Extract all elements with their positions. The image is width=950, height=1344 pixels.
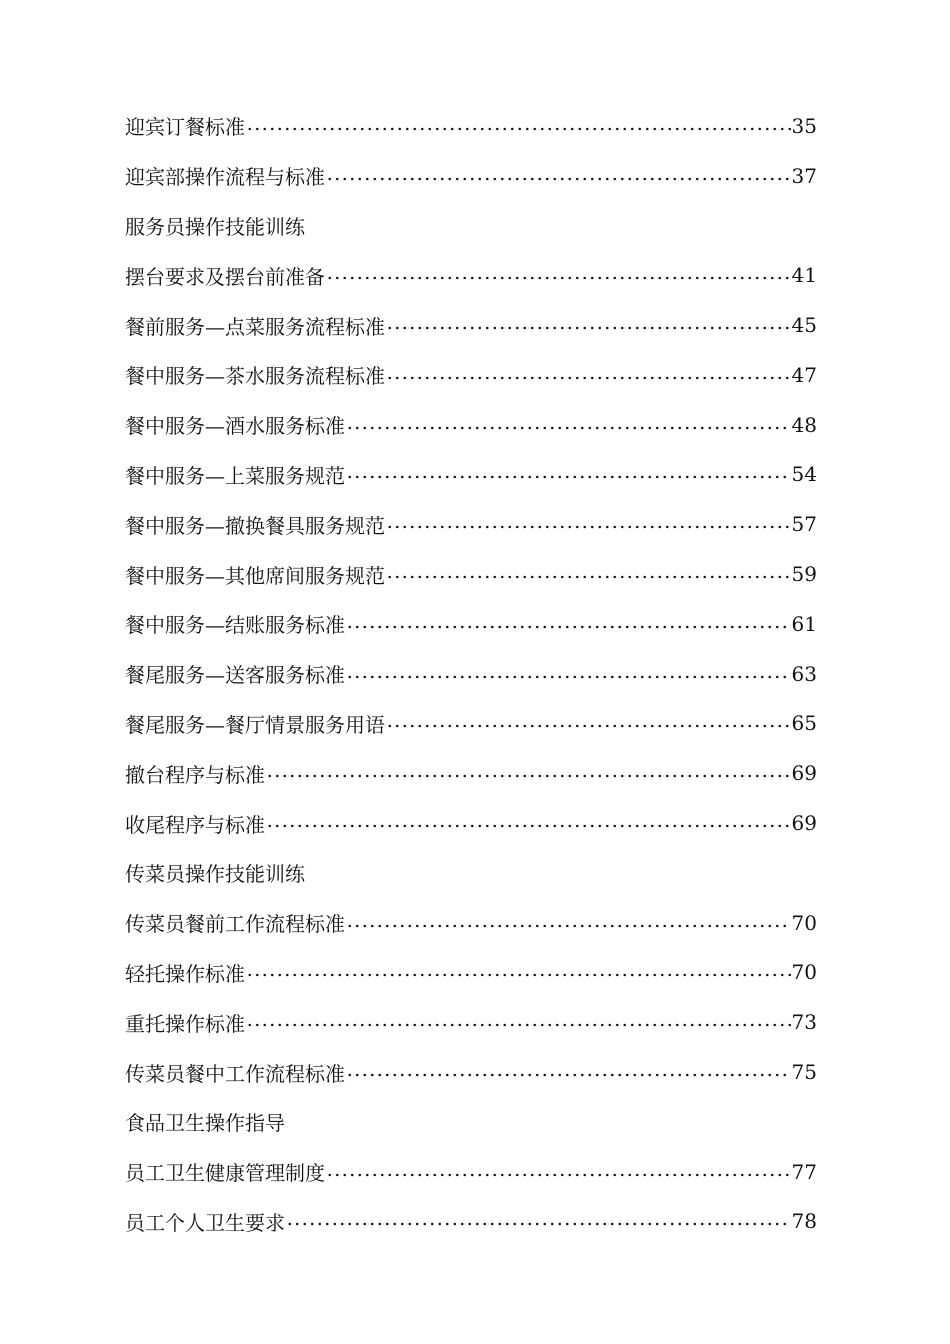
toc-entry-page-number: 57 [791, 512, 817, 537]
toc-entry-page-number: 35 [791, 113, 817, 138]
dot-leader [246, 1012, 791, 1032]
toc-entry-title: 餐中服务—上菜服务规范 [125, 463, 345, 488]
toc-entry-title: 收尾程序与标准 [125, 812, 265, 837]
toc-entry-title: 传菜员操作技能训练 [125, 862, 305, 887]
dot-leader [386, 564, 791, 584]
toc-entry-title: 食品卫生操作指导 [125, 1111, 285, 1136]
toc-entry[interactable] [125, 1047, 817, 1097]
toc-entry[interactable] [125, 151, 817, 201]
dot-leader [326, 166, 791, 186]
toc-entry-title: 撤台程序与标准 [125, 762, 265, 787]
dot-leader [386, 514, 791, 534]
toc-entry-page-number: 47 [791, 362, 817, 387]
dot-leader [266, 813, 791, 833]
toc-entry[interactable] [125, 948, 817, 998]
toc-entry-page-number: 78 [791, 1209, 817, 1234]
dot-leader [266, 763, 791, 783]
table-of-contents [125, 101, 817, 1246]
toc-entry-title: 餐中服务—结账服务标准 [125, 613, 345, 638]
toc-section-heading [125, 201, 817, 251]
toc-entry[interactable] [125, 1147, 817, 1197]
toc-entry-title: 餐中服务—茶水服务流程标准 [125, 364, 385, 389]
toc-entry-title: 餐前服务—点菜服务流程标准 [125, 314, 385, 339]
toc-entry-title: 餐尾服务—送客服务标准 [125, 663, 345, 688]
toc-entry-page-number: 69 [791, 761, 817, 786]
toc-entry-page-number: 69 [791, 811, 817, 836]
toc-entry[interactable] [125, 798, 817, 848]
toc-entry-page-number: 70 [791, 960, 817, 985]
dot-leader [346, 1062, 791, 1082]
toc-entry-page-number: 41 [791, 263, 817, 288]
dot-leader [326, 1162, 791, 1182]
toc-entry[interactable] [125, 250, 817, 300]
toc-entry-page-number: 37 [791, 163, 817, 188]
toc-entry-title: 餐尾服务—餐厅情景服务用语 [125, 712, 385, 737]
toc-entry[interactable] [125, 1197, 817, 1247]
dot-leader [346, 614, 791, 634]
toc-entry-title: 餐中服务—酒水服务标准 [125, 414, 345, 439]
toc-entry-page-number: 45 [791, 313, 817, 338]
toc-entry[interactable] [125, 748, 817, 798]
toc-entry[interactable] [125, 300, 817, 350]
toc-entry[interactable] [125, 898, 817, 948]
toc-entry[interactable] [125, 649, 817, 699]
toc-entry-page-number: 77 [791, 1159, 817, 1184]
dot-leader [386, 365, 791, 385]
dot-leader [386, 315, 791, 335]
toc-entry[interactable] [125, 699, 817, 749]
toc-entry-page-number: 73 [791, 1010, 817, 1035]
toc-entry-title: 摆台要求及摆台前准备 [125, 264, 325, 289]
toc-entry-title: 传菜员餐前工作流程标准 [125, 912, 345, 937]
toc-section-heading [125, 1097, 817, 1147]
toc-entry-page-number: 54 [791, 462, 817, 487]
toc-entry[interactable] [125, 549, 817, 599]
dot-leader [346, 664, 791, 684]
toc-entry[interactable] [125, 400, 817, 450]
toc-entry-page-number: 65 [791, 711, 817, 736]
dot-leader [286, 1211, 791, 1231]
toc-entry-page-number: 48 [791, 412, 817, 437]
dot-leader [326, 265, 791, 285]
toc-entry-title: 员工卫生健康管理制度 [125, 1161, 325, 1186]
toc-entry[interactable] [125, 997, 817, 1047]
toc-entry-title: 餐中服务—其他席间服务规范 [125, 563, 385, 588]
dot-leader [246, 962, 791, 982]
toc-entry-title: 员工个人卫生要求 [125, 1210, 285, 1235]
toc-entry-title: 重托操作标准 [125, 1011, 245, 1036]
toc-entry[interactable] [125, 101, 817, 151]
toc-entry-title: 餐中服务—撤换餐具服务规范 [125, 513, 385, 538]
toc-entry-page-number: 61 [791, 611, 817, 636]
toc-entry[interactable] [125, 499, 817, 549]
dot-leader [246, 116, 791, 136]
toc-entry-page-number: 59 [791, 562, 817, 587]
toc-entry-title: 服务员操作技能训练 [125, 214, 305, 239]
toc-entry-page-number: 75 [791, 1060, 817, 1085]
dot-leader [346, 415, 791, 435]
toc-section-heading [125, 848, 817, 898]
toc-entry-page-number: 63 [791, 661, 817, 686]
toc-entry[interactable] [125, 599, 817, 649]
toc-entry-page-number: 70 [791, 910, 817, 935]
dot-leader [386, 713, 791, 733]
toc-entry-title: 传菜员餐中工作流程标准 [125, 1061, 345, 1086]
dot-leader [346, 464, 791, 484]
dot-leader [346, 913, 791, 933]
toc-entry-title: 迎宾订餐标准 [125, 115, 245, 140]
toc-entry[interactable] [125, 450, 817, 500]
toc-entry-title: 轻托操作标准 [125, 961, 245, 986]
toc-entry[interactable] [125, 350, 817, 400]
toc-entry-title: 迎宾部操作流程与标准 [125, 165, 325, 190]
